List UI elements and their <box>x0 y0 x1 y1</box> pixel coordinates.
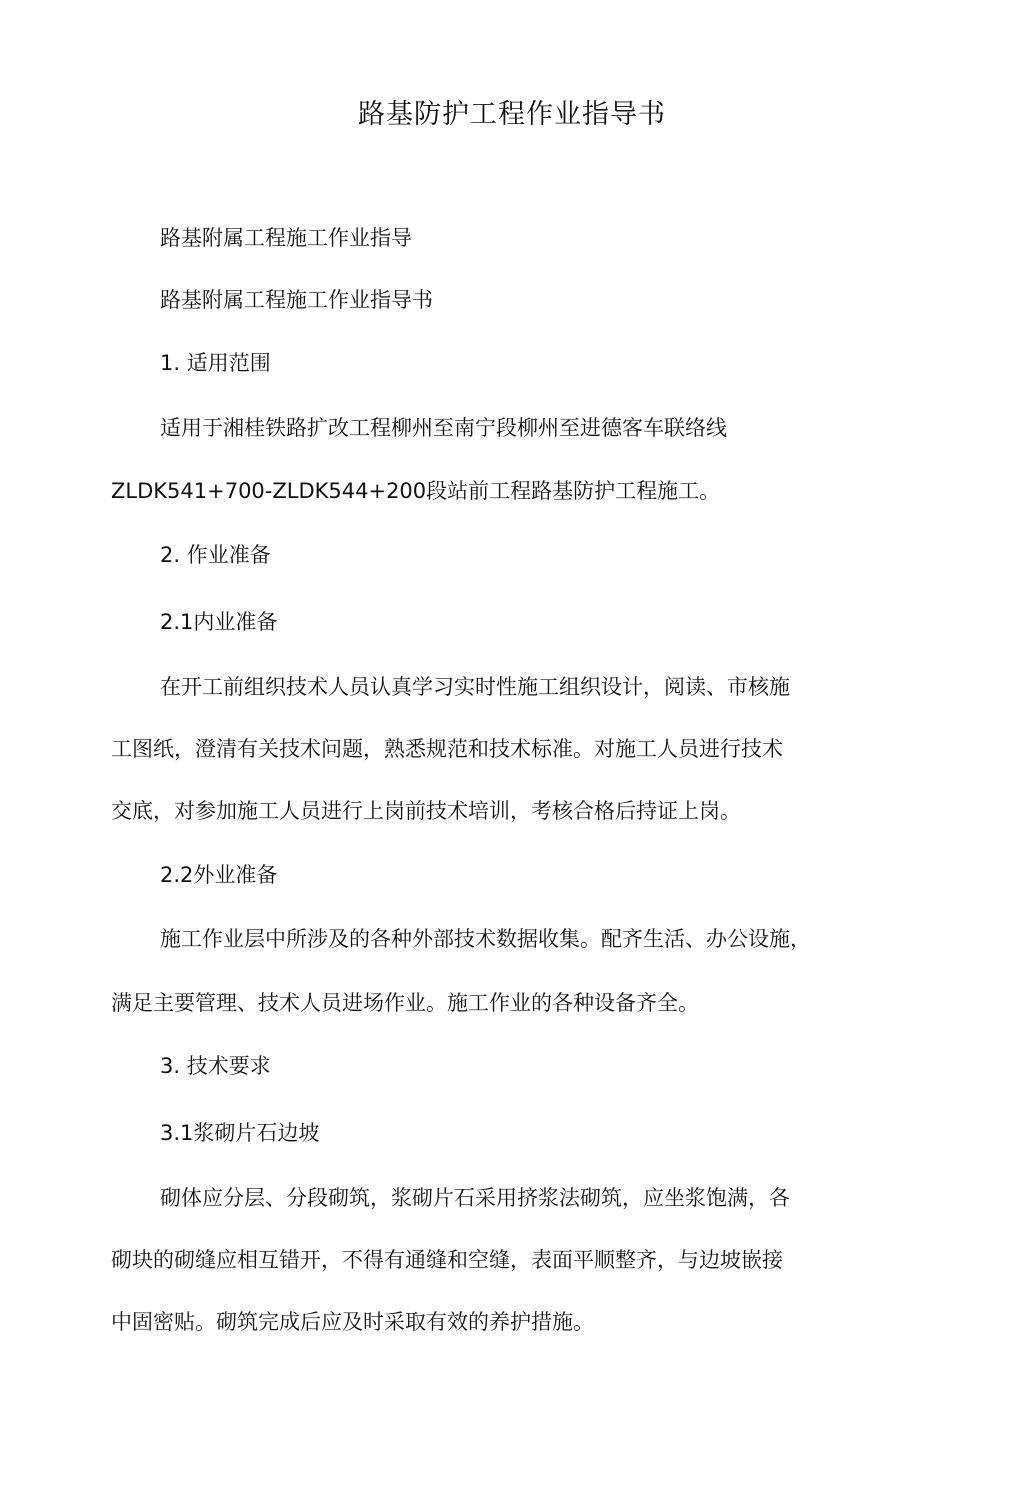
paragraph-line: 砌块的砌缝应相互错开，不得有通缝和空缝，表面平顺整齐，与边坡嵌接 <box>111 1248 783 1272</box>
subsection-heading: 2.1内业准备 <box>160 610 278 634</box>
subsection-heading: 3.1浆砌片石边坡 <box>160 1121 320 1145</box>
paragraph-line: 中固密贴。砌筑完成后应及时采取有效的养护措施。 <box>111 1310 594 1334</box>
document-title: 路基防护工程作业指导书 <box>358 99 666 130</box>
subtitle-line: 路基附属工程施工作业指导书 <box>160 288 433 312</box>
section-heading: 2. 作业准备 <box>160 543 271 567</box>
paragraph-line: 适用于湘桂铁路扩改工程柳州至南宁段柳州至进德客车联络线 <box>160 416 727 440</box>
paragraph-line: 在开工前组织技术人员认真学习实时性施工组织设计，阅读、市核施 <box>160 675 790 699</box>
paragraph-line: ZLDK541+700-ZLDK544+200段站前工程路基防护工程施工。 <box>111 479 721 503</box>
section-heading: 3. 技术要求 <box>160 1054 271 1078</box>
section-heading: 1. 适用范围 <box>160 351 271 375</box>
paragraph-line: 砌体应分层、分段砌筑，浆砌片石采用挤浆法砌筑，应坐浆饱满，各 <box>160 1186 790 1210</box>
paragraph-line: 施工作业层中所涉及的各种外部技术数据收集。配齐生活、办公设施， <box>160 927 811 951</box>
subtitle-line: 路基附属工程施工作业指导 <box>160 226 412 250</box>
paragraph-line: 工图纸，澄清有关技术问题，熟悉规范和技术标准。对施工人员进行技术 <box>111 737 783 761</box>
paragraph-line: 交底，对参加施工人员进行上岗前技术培训，考核合格后持证上岗。 <box>111 799 741 823</box>
paragraph-line: 满足主要管理、技术人员进场作业。施工作业的各种设备齐全。 <box>111 991 699 1015</box>
subsection-heading: 2.2外业准备 <box>160 863 278 887</box>
